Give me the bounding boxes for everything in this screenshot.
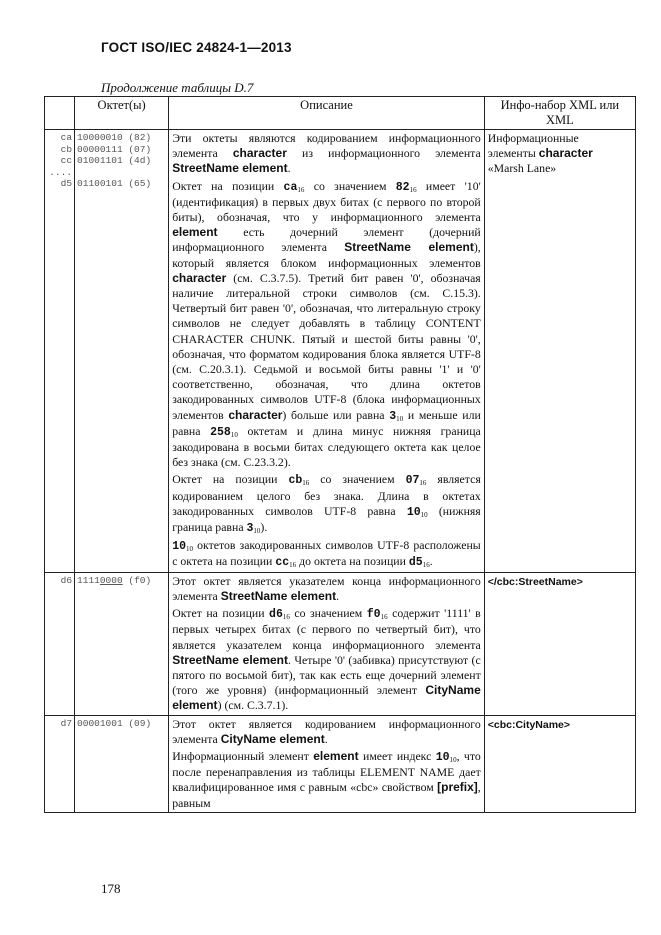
row2-xml-infoset: </cbc:StreetName> xyxy=(484,572,635,715)
row1-xml-infoset: Информационные элементы character «Marsh Lane» xyxy=(484,130,635,573)
row2-octet: 11110000 (f0) xyxy=(75,572,169,715)
header-position xyxy=(45,97,75,130)
table-row xyxy=(45,130,636,573)
row1-positions: ca cb cc .... d5 xyxy=(45,130,75,573)
document-header: ГОСТ ISO/IEC 24824-1—2013 xyxy=(101,40,292,55)
header-octets: Октет(ы) xyxy=(75,97,169,130)
header-xml-infoset: Инфо-набор XML или XML xyxy=(484,97,635,130)
row1-description: Эти октеты являются кодированием информационного элемента character из информационного элемента StreetName element. Октет на позиции $ca_{16}$ со значением $82_{16}$ имеет '10' (идентификация) в первых двух битах (с первого по второй биты), обозначая, что у информационного элемента element есть дочерний элемент (дочерний информационного элемента StreetName element), который является блоком информационных элементов character (см. С.3.7.5). Третий бит равен '0', обозначая наличие литеральной строки символов (см. С.15.3). Четвертый бит равен '0', обозначая, что литеральную строку символов не следует добавлять в таблицу CONTENT CHARACTER CHUNK. Пятый и шестой биты равны '0', обозначая, что форматом кодирования блока является UTF-8 (см. С.20.3.1). Седьмой и восьмой биты равны '1' и '0' соответственно, обозначая, что длина октетов закодированных символов UTF-8 (блока информационных элементов character) больше или равна $3_{10}$ и меньше или равна $258_{10}$ октетам и длина минус нижняя граница закодирована в восьми битах следующего октета как целое без знака (см. С.23.3.2). Октет на позиции $cb_{16}$ со значением $07_{16}$ является кодированием целого без знака. Длина в октетах закодированных символов UTF-8 равна $10_{10}$ (нижняя граница равна $3_{10}$). $10_{10}$ октетов закодированных символов UTF-8 расположены с октета на позиции $cc_{16}$ до октета на позиции $d5_{16}$. xyxy=(169,130,485,573)
row3-position: d7 xyxy=(45,715,75,812)
row3-octet: 00001001 (09) xyxy=(75,715,169,812)
table-d7 xyxy=(44,96,636,813)
table-row xyxy=(45,715,636,812)
row3-xml-infoset: <cbc:CityName> xyxy=(484,715,635,812)
header-description: Описание xyxy=(169,97,485,130)
row2-description: Этот октет является указателем конца информационного элемента StreetName element. Октет на позиции $d6_{16}$ со значением $f0_{16}$ содержит '1111' в первых четырех битах (с первого по четвертый бит), что является указателем конца информационного элемента StreetName element. Четыре '0' (забивка) присутствуют (с пятого по восьмой бит), так как есть еще дочерний элемент (того же уровня) (информационный элемент CityName element) (см. С.3.7.1). xyxy=(169,572,485,715)
row2-position: d6 xyxy=(45,572,75,715)
row3-description: Этот октет является кодированием информационного элемента CityName element. Информационный элемент element имеет индекс $10_{10}$, что после перенаправления из таблицы ELEMENT NAME дает квалифицированное имя с равным «cbc» свойством [prefix], равным xyxy=(169,715,485,812)
table-continuation-caption: Продолжение таблицы D.7 xyxy=(101,80,254,95)
row1-octets: 10000010 (82) 00000111 (07) 01001101 (4d) 01100101 (65) xyxy=(75,130,169,573)
table-header-row xyxy=(45,97,636,130)
page-number: 178 xyxy=(101,881,121,896)
table-row xyxy=(45,572,636,715)
